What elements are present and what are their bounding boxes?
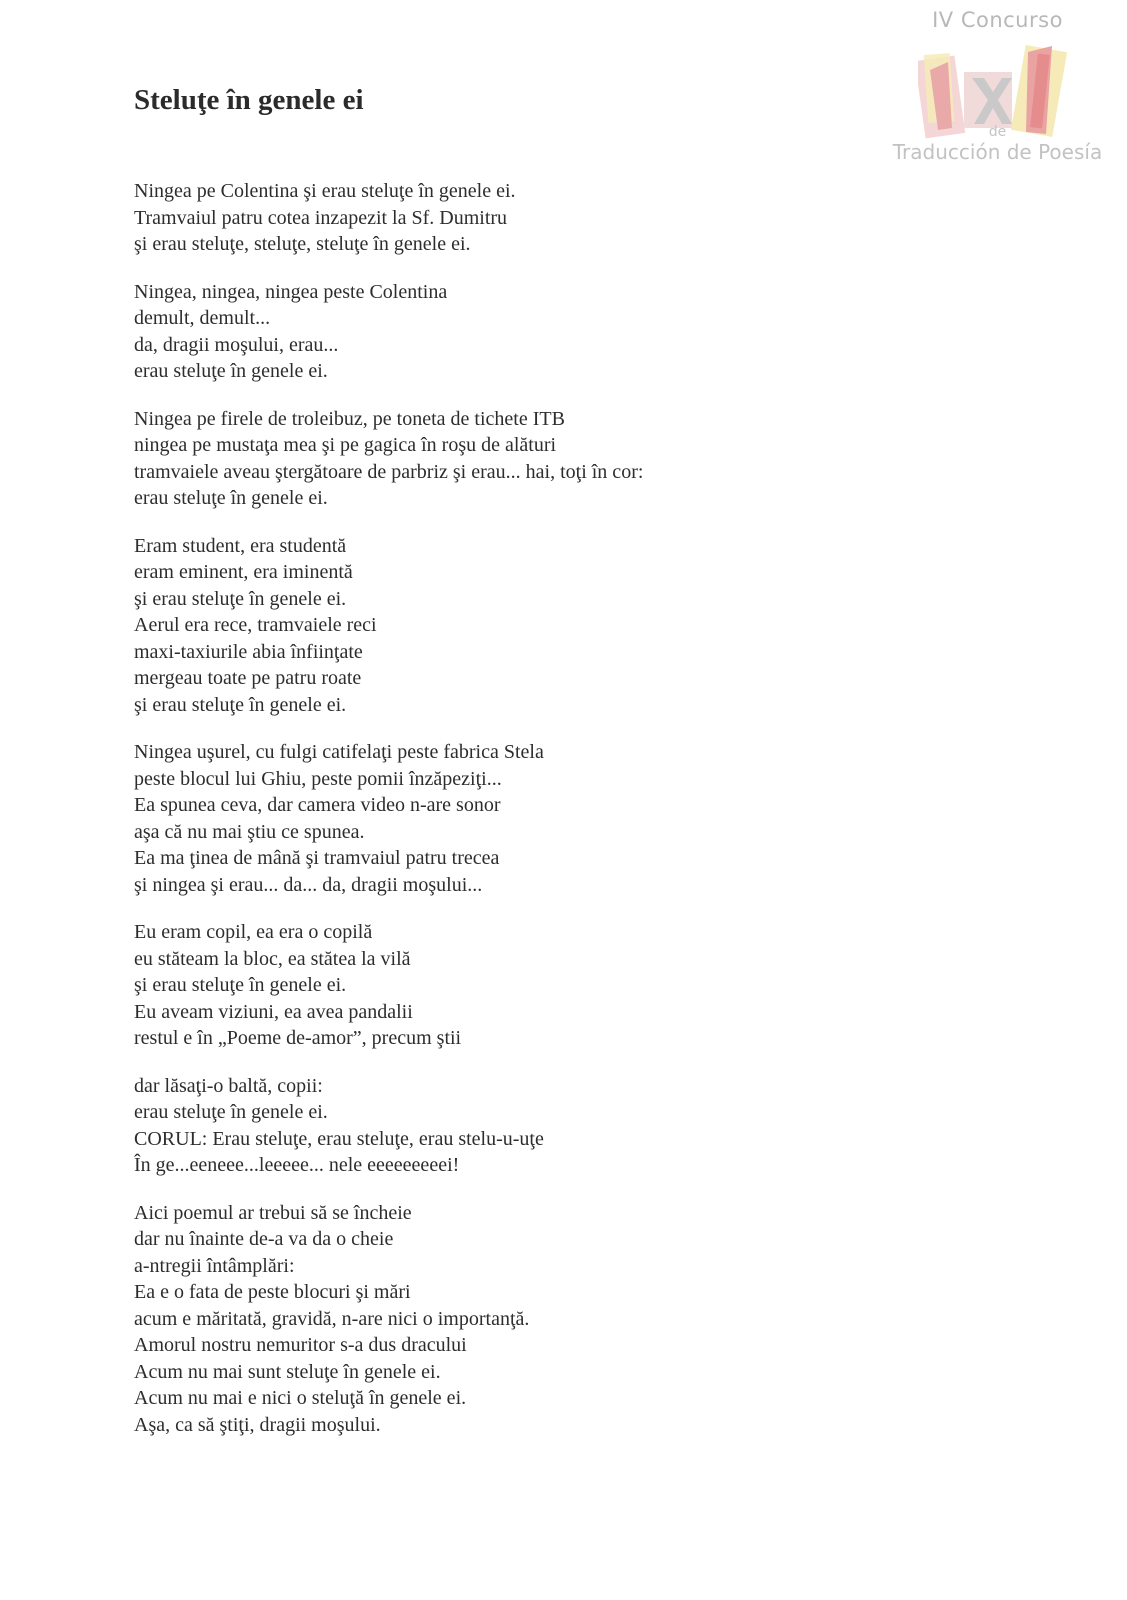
poem-line: Ea ma ţinea de mână şi tramvaiul patru trecea (134, 847, 500, 869)
poem-line: acum e măritată, gravidă, n-are nici o importanţă. (134, 1307, 530, 1330)
poem-line: dar lăsaţi-o baltă, copii: (134, 1074, 323, 1097)
poem-line: Eu aveam viziuni, ea avea pandalii (134, 1000, 413, 1023)
poem-stanza (134, 1200, 834, 1439)
poem-line: ningea pe mustaţa mea şi pe gagica în roşu de alături (134, 434, 557, 456)
poem-line: maxi-taxiurile abia înfiinţate (134, 640, 363, 663)
poem-line: şi erau steluţe, steluţe, steluţe în genele ei. (134, 233, 471, 255)
logo-contest-number: IV Concurso (932, 8, 1063, 32)
poem-line: Ea spunea ceva, dar camera video n-are sonor (134, 794, 501, 816)
poem-line: Eram student, era studentă (134, 534, 347, 557)
poem-line: Acum nu mai e nici o steluţă în genele ei. (134, 1387, 467, 1409)
logo-de-text: de (988, 124, 1007, 140)
poem-line: Acum nu mai sunt steluţe în genele ei. (134, 1360, 441, 1383)
poem-line: tramvaiele aveau ştergătoare de parbriz şi erau... hai, toţi în cor: (134, 460, 644, 483)
poem-line: mergeau toate pe patru roate (134, 667, 362, 689)
poem-line: a-ntregii întâmplări: (134, 1254, 295, 1277)
poem-line: şi erau steluţe în genele ei. (134, 974, 347, 996)
poem-line: şi erau steluţe în genele ei. (134, 693, 347, 716)
poem-body (134, 178, 834, 1459)
poem-stanza (134, 1073, 834, 1179)
poem-line: dar nu înainte de-a va da o cheie (134, 1228, 394, 1250)
poem-title: Steluţe în genele ei (134, 84, 364, 116)
poem-line: şi ningea şi erau... da... da, dragii moşului... (134, 873, 483, 896)
poem-line: Aici poemul ar trebui să se încheie (134, 1201, 412, 1224)
poem-line: Ningea uşurel, cu fulgi catifelaţi peste fabrica Stela (134, 741, 544, 763)
poem-line: Aerul era rece, tramvaiele reci (134, 614, 377, 636)
poem-line: peste blocul lui Ghiu, peste pomii înzăpeziţi... (134, 767, 502, 790)
poem-line: Amorul nostru nemuritor s-a dus dracului (134, 1334, 467, 1356)
poem-line: eu stăteam la bloc, ea stătea la vilă (134, 947, 411, 970)
poem-line: Aşa, ca să ştiţi, dragii moşului. (134, 1413, 381, 1436)
poem-line: eram eminent, era iminentă (134, 561, 353, 583)
poem-line: Tramvaiul patru cotea inzapezit la Sf. Dumitru (134, 206, 508, 229)
poem-line: erau steluţe în genele ei. (134, 360, 328, 382)
poem-line: şi erau steluţe în genele ei. (134, 587, 347, 610)
contest-logo (880, 6, 1115, 166)
poem-line: demult, demult... (134, 307, 271, 329)
poem-line: erau steluţe în genele ei. (134, 1101, 328, 1123)
poem-stanza (134, 533, 834, 719)
poem-line: Ningea pe Colentina şi erau steluţe în genele ei. (134, 180, 516, 202)
poem-line: Ea e o fata de peste blocuri şi mări (134, 1281, 411, 1303)
poem-line: erau steluţe în genele ei. (134, 487, 328, 509)
poem-stanza (134, 919, 834, 1052)
poem-line: da, dragii moşului, erau... (134, 333, 339, 356)
poem-stanza (134, 178, 834, 258)
poem-line: CORUL: Erau steluţe, erau steluţe, erau stelu-u-uţe (134, 1127, 544, 1150)
poem-stanza (134, 279, 834, 385)
poem-line: Eu eram copil, ea era o copilă (134, 921, 373, 943)
poem-line: aşa că nu mai ştiu ce spunea. (134, 820, 365, 843)
logo-contest-name: Traducción de Poesía (892, 140, 1103, 164)
poem-stanza (134, 406, 834, 512)
poem-line: restul e în „Poeme de-amor”, precum ştii (134, 1027, 462, 1049)
poem-line: Ningea, ningea, ningea peste Colentina (134, 280, 448, 303)
poem-stanza (134, 739, 834, 898)
poem-line: În ge...eeneee...leeeee... nele eeeeeeeeei! (134, 1154, 460, 1176)
poem-line: Ningea pe firele de troleibuz, pe toneta de tichete ITB (134, 407, 565, 430)
